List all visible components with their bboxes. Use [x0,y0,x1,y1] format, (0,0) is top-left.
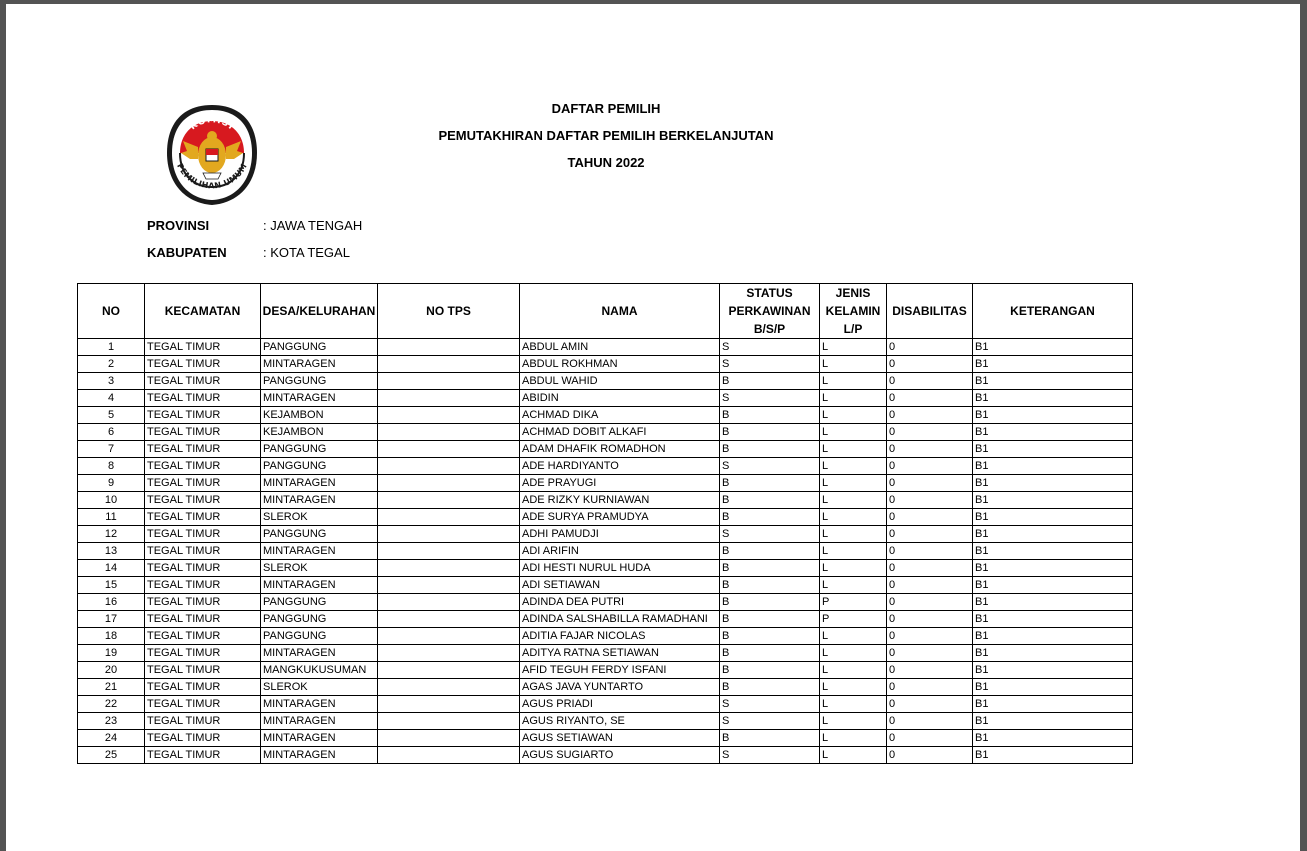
cell-jenis-kelamin: L [820,662,887,679]
cell-nama: ACHMAD DIKA [520,407,720,424]
table-row [78,407,1133,424]
cell-keterangan: B1 [973,339,1133,356]
table-row [78,458,1133,475]
cell-kecamatan: TEGAL TIMUR [145,526,261,543]
col-header-keterangan: KETERANGAN [973,284,1133,339]
cell-keterangan: B1 [973,645,1133,662]
cell-keterangan: B1 [973,441,1133,458]
cell-status: B [720,577,820,594]
provinsi-label: PROVINSI [147,218,210,233]
cell-kecamatan: TEGAL TIMUR [145,577,261,594]
cell-tps [378,577,520,594]
cell-tps [378,356,520,373]
cell-desa: MINTARAGEN [261,696,378,713]
cell-no: 19 [78,645,145,662]
cell-jenis-kelamin: L [820,645,887,662]
cell-no: 2 [78,356,145,373]
cell-status: B [720,441,820,458]
cell-jenis-kelamin: L [820,458,887,475]
col-header-no: NO [78,284,145,339]
cell-jenis-kelamin: L [820,577,887,594]
cell-nama: ADINDA SALSHABILLA RAMADHANI [520,611,720,628]
cell-no: 3 [78,373,145,390]
cell-tps [378,543,520,560]
cell-disabilitas: 0 [887,628,973,645]
cell-jenis-kelamin: P [820,611,887,628]
cell-desa: SLEROK [261,679,378,696]
table-row [78,594,1133,611]
cell-keterangan: B1 [973,390,1133,407]
cell-tps [378,628,520,645]
cell-no: 14 [78,560,145,577]
cell-keterangan: B1 [973,407,1133,424]
cell-status: S [720,390,820,407]
cell-desa: KEJAMBON [261,407,378,424]
cell-desa: MINTARAGEN [261,543,378,560]
table-row [78,730,1133,747]
cell-desa: MINTARAGEN [261,730,378,747]
cell-desa: PANGGUNG [261,373,378,390]
cell-kecamatan: TEGAL TIMUR [145,458,261,475]
cell-status: S [720,747,820,764]
cell-kecamatan: TEGAL TIMUR [145,713,261,730]
cell-keterangan: B1 [973,356,1133,373]
cell-tps [378,679,520,696]
cell-keterangan: B1 [973,560,1133,577]
cell-keterangan: B1 [973,628,1133,645]
cell-no: 22 [78,696,145,713]
cell-no: 9 [78,475,145,492]
cell-status: B [720,475,820,492]
cell-desa: PANGGUNG [261,339,378,356]
provinsi-value: : JAWA TENGAH [263,218,363,233]
table-row [78,356,1133,373]
svg-text:PEMILIHAN UMUM: PEMILIHAN UMUM [175,161,249,191]
cell-keterangan: B1 [973,373,1133,390]
cell-no: 12 [78,526,145,543]
cell-kecamatan: TEGAL TIMUR [145,356,261,373]
cell-no: 17 [78,611,145,628]
cell-disabilitas: 0 [887,339,973,356]
table-row [78,424,1133,441]
col-header-nama: NAMA [520,284,720,339]
cell-status: B [720,509,820,526]
cell-no: 1 [78,339,145,356]
cell-kecamatan: TEGAL TIMUR [145,441,261,458]
cell-disabilitas: 0 [887,424,973,441]
cell-kecamatan: TEGAL TIMUR [145,560,261,577]
col-header-desa: DESA/KELURAHAN [261,284,378,339]
col-header-status-line3: B/S/P [753,322,786,336]
cell-keterangan: B1 [973,492,1133,509]
cell-desa: MINTARAGEN [261,577,378,594]
cell-desa: PANGGUNG [261,611,378,628]
cell-desa: PANGGUNG [261,526,378,543]
cell-no: 4 [78,390,145,407]
cell-status: B [720,628,820,645]
cell-tps [378,611,520,628]
cell-tps [378,696,520,713]
cell-status: B [720,373,820,390]
document-subtitle: PEMUTAKHIRAN DAFTAR PEMILIH BERKELANJUTAN [438,128,774,143]
cell-disabilitas: 0 [887,679,973,696]
svg-text:KOMISI: KOMISI [188,115,236,133]
cell-desa: SLEROK [261,560,378,577]
cell-tps [378,373,520,390]
cell-jenis-kelamin: L [820,339,887,356]
cell-jenis-kelamin: L [820,560,887,577]
cell-no: 25 [78,747,145,764]
cell-kecamatan: TEGAL TIMUR [145,407,261,424]
cell-desa: MINTARAGEN [261,492,378,509]
cell-nama: ADE RIZKY KURNIAWAN [520,492,720,509]
cell-nama: ADINDA DEA PUTRI [520,594,720,611]
cell-jenis-kelamin: L [820,696,887,713]
cell-status: S [720,458,820,475]
cell-disabilitas: 0 [887,543,973,560]
cell-no: 8 [78,458,145,475]
cell-jenis-kelamin: L [820,730,887,747]
cell-nama: ABDUL ROKHMAN [520,356,720,373]
cell-disabilitas: 0 [887,696,973,713]
cell-tps [378,560,520,577]
cell-tps [378,407,520,424]
cell-status: B [720,492,820,509]
cell-keterangan: B1 [973,509,1133,526]
table-row [78,628,1133,645]
cell-status: B [720,424,820,441]
cell-tps [378,645,520,662]
cell-desa: MINTARAGEN [261,356,378,373]
cell-kecamatan: TEGAL TIMUR [145,730,261,747]
cell-jenis-kelamin: L [820,679,887,696]
col-header-status [720,284,820,339]
cell-status: B [720,407,820,424]
cell-keterangan: B1 [973,696,1133,713]
col-header-status-line1: STATUS [746,286,793,300]
cell-status: S [720,339,820,356]
cell-jenis-kelamin: L [820,373,887,390]
cell-kecamatan: TEGAL TIMUR [145,696,261,713]
col-header-jk-line1: JENIS [835,286,871,300]
cell-disabilitas: 0 [887,730,973,747]
cell-kecamatan: TEGAL TIMUR [145,424,261,441]
cell-kecamatan: TEGAL TIMUR [145,662,261,679]
cell-kecamatan: TEGAL TIMUR [145,679,261,696]
cell-no: 21 [78,679,145,696]
table-row [78,509,1133,526]
cell-jenis-kelamin: L [820,628,887,645]
table-row [78,611,1133,628]
table-header-row [78,284,1133,339]
cell-tps [378,526,520,543]
cell-nama: AFID TEGUH FERDY ISFANI [520,662,720,679]
cell-tps [378,339,520,356]
cell-nama: ADE HARDIYANTO [520,458,720,475]
cell-no: 24 [78,730,145,747]
kabupaten-value: : KOTA TEGAL [263,245,350,260]
cell-nama: ADAM DHAFIK ROMADHON [520,441,720,458]
cell-status: B [720,543,820,560]
cell-jenis-kelamin: L [820,407,887,424]
cell-nama: AGUS SETIAWAN [520,730,720,747]
col-header-jk-line2: KELAMIN [825,304,881,318]
cell-keterangan: B1 [973,458,1133,475]
cell-jenis-kelamin: L [820,543,887,560]
cell-tps [378,424,520,441]
cell-disabilitas: 0 [887,509,973,526]
cell-kecamatan: TEGAL TIMUR [145,543,261,560]
table-row [78,373,1133,390]
cell-desa: PANGGUNG [261,458,378,475]
cell-jenis-kelamin: L [820,747,887,764]
table-row [78,577,1133,594]
cell-disabilitas: 0 [887,390,973,407]
cell-jenis-kelamin: L [820,356,887,373]
cell-status: S [720,356,820,373]
voter-table [77,283,1133,764]
cell-desa: PANGGUNG [261,441,378,458]
col-header-jenis-kelamin [820,284,887,339]
cell-nama: ABDUL WAHID [520,373,720,390]
cell-tps [378,730,520,747]
cell-disabilitas: 0 [887,356,973,373]
cell-keterangan: B1 [973,747,1133,764]
cell-desa: MANGKUKUSUMAN [261,662,378,679]
cell-tps [378,441,520,458]
cell-kecamatan: TEGAL TIMUR [145,373,261,390]
cell-nama: ABDUL AMIN [520,339,720,356]
cell-keterangan: B1 [973,679,1133,696]
cell-disabilitas: 0 [887,458,973,475]
cell-jenis-kelamin: L [820,475,887,492]
cell-kecamatan: TEGAL TIMUR [145,594,261,611]
cell-desa: MINTARAGEN [261,713,378,730]
cell-disabilitas: 0 [887,577,973,594]
table-row [78,492,1133,509]
cell-disabilitas: 0 [887,441,973,458]
cell-no: 5 [78,407,145,424]
cell-jenis-kelamin: P [820,594,887,611]
cell-disabilitas: 0 [887,492,973,509]
cell-tps [378,475,520,492]
cell-tps [378,390,520,407]
cell-jenis-kelamin: L [820,390,887,407]
document-title: DAFTAR PEMILIH [551,101,661,116]
cell-no: 7 [78,441,145,458]
table-row [78,560,1133,577]
cell-no: 16 [78,594,145,611]
col-header-disabilitas: DISABILITAS [887,284,973,339]
cell-disabilitas: 0 [887,373,973,390]
cell-nama: ADITIA FAJAR NICOLAS [520,628,720,645]
cell-desa: SLEROK [261,509,378,526]
col-header-kecamatan: KECAMATAN [145,284,261,339]
cell-keterangan: B1 [973,577,1133,594]
cell-no: 10 [78,492,145,509]
cell-nama: ADI ARIFIN [520,543,720,560]
cell-nama: ADE PRAYUGI [520,475,720,492]
cell-desa: MINTARAGEN [261,747,378,764]
kabupaten-label: KABUPATEN [147,245,227,260]
cell-nama: ADI HESTI NURUL HUDA [520,560,720,577]
document-page [6,4,1300,851]
table-row [78,543,1133,560]
cell-tps [378,662,520,679]
cell-status: B [720,679,820,696]
cell-kecamatan: TEGAL TIMUR [145,339,261,356]
cell-status: B [720,730,820,747]
col-header-jk-line3: L/P [843,322,863,336]
voter-table-body [78,339,1133,764]
cell-nama: ADHI PAMUDJI [520,526,720,543]
cell-kecamatan: TEGAL TIMUR [145,747,261,764]
cell-nama: ABIDIN [520,390,720,407]
cell-keterangan: B1 [973,543,1133,560]
cell-nama: ACHMAD DOBIT ALKAFI [520,424,720,441]
table-row [78,696,1133,713]
table-row [78,526,1133,543]
cell-no: 23 [78,713,145,730]
table-row [78,713,1133,730]
table-row [78,475,1133,492]
kpu-emblem-icon [163,103,261,207]
table-row [78,747,1133,764]
cell-jenis-kelamin: L [820,424,887,441]
cell-disabilitas: 0 [887,645,973,662]
cell-no: 18 [78,628,145,645]
cell-keterangan: B1 [973,611,1133,628]
cell-jenis-kelamin: L [820,713,887,730]
kpu-logo [163,103,261,207]
cell-nama: AGUS PRIADI [520,696,720,713]
cell-keterangan: B1 [973,713,1133,730]
cell-tps [378,509,520,526]
cell-disabilitas: 0 [887,594,973,611]
cell-nama: ADITYA RATNA SETIAWAN [520,645,720,662]
cell-no: 15 [78,577,145,594]
cell-no: 20 [78,662,145,679]
cell-disabilitas: 0 [887,611,973,628]
cell-kecamatan: TEGAL TIMUR [145,492,261,509]
cell-disabilitas: 0 [887,407,973,424]
cell-keterangan: B1 [973,594,1133,611]
document-year: TAHUN 2022 [567,155,645,170]
table-row [78,339,1133,356]
cell-status: B [720,645,820,662]
cell-nama: AGUS SUGIARTO [520,747,720,764]
cell-kecamatan: TEGAL TIMUR [145,509,261,526]
cell-status: S [720,526,820,543]
cell-disabilitas: 0 [887,560,973,577]
cell-keterangan: B1 [973,662,1133,679]
cell-disabilitas: 0 [887,475,973,492]
cell-no: 11 [78,509,145,526]
cell-kecamatan: TEGAL TIMUR [145,628,261,645]
cell-status: B [720,560,820,577]
cell-tps [378,492,520,509]
cell-desa: MINTARAGEN [261,645,378,662]
cell-status: B [720,611,820,628]
cell-tps [378,458,520,475]
cell-kecamatan: TEGAL TIMUR [145,645,261,662]
cell-disabilitas: 0 [887,747,973,764]
cell-kecamatan: TEGAL TIMUR [145,611,261,628]
cell-jenis-kelamin: L [820,526,887,543]
cell-keterangan: B1 [973,526,1133,543]
cell-kecamatan: TEGAL TIMUR [145,390,261,407]
table-row [78,441,1133,458]
table-row [78,662,1133,679]
cell-status: S [720,713,820,730]
cell-status: B [720,594,820,611]
cell-desa: PANGGUNG [261,628,378,645]
cell-status: B [720,662,820,679]
cell-desa: KEJAMBON [261,424,378,441]
cell-keterangan: B1 [973,475,1133,492]
cell-tps [378,713,520,730]
cell-nama: AGUS RIYANTO, SE [520,713,720,730]
col-header-status-line2: PERKAWINAN [728,304,811,318]
cell-jenis-kelamin: L [820,441,887,458]
cell-nama: AGAS JAVA YUNTARTO [520,679,720,696]
cell-jenis-kelamin: L [820,509,887,526]
cell-desa: PANGGUNG [261,594,378,611]
cell-disabilitas: 0 [887,713,973,730]
cell-jenis-kelamin: L [820,492,887,509]
cell-nama: ADE SURYA PRAMUDYA [520,509,720,526]
cell-no: 6 [78,424,145,441]
table-row [78,390,1133,407]
col-header-tps: NO TPS [378,284,520,339]
table-row [78,645,1133,662]
cell-status: S [720,696,820,713]
cell-kecamatan: TEGAL TIMUR [145,475,261,492]
table-row [78,679,1133,696]
cell-nama: ADI SETIAWAN [520,577,720,594]
cell-disabilitas: 0 [887,662,973,679]
cell-keterangan: B1 [973,730,1133,747]
cell-keterangan: B1 [973,424,1133,441]
cell-desa: MINTARAGEN [261,475,378,492]
cell-desa: MINTARAGEN [261,390,378,407]
cell-disabilitas: 0 [887,526,973,543]
cell-tps [378,747,520,764]
cell-no: 13 [78,543,145,560]
cell-tps [378,594,520,611]
